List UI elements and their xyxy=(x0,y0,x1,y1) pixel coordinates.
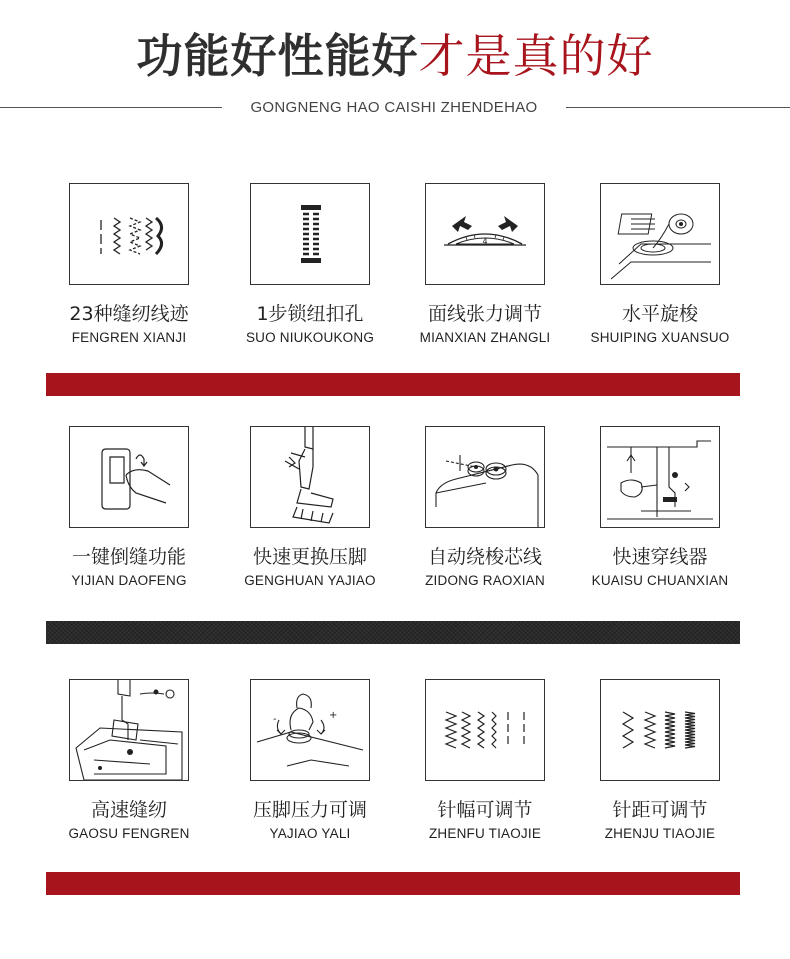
page-title xyxy=(0,24,790,88)
divider-band-2 xyxy=(46,621,740,644)
pressure-knob-icon xyxy=(250,679,370,781)
feature-card-bobbin xyxy=(585,183,735,347)
feature-title: 快速穿线器 xyxy=(612,546,708,568)
feature-subtitle: KUAISU CHUANXIAN xyxy=(591,573,729,588)
page-subtitle: GONGNENG HAO CAISHI ZHENDEHAO xyxy=(250,99,538,116)
feature-card-pressure xyxy=(235,679,385,843)
stitch-length-icon xyxy=(600,679,720,781)
presser-foot-icon xyxy=(250,426,370,528)
feature-title: 针幅可调节 xyxy=(437,799,533,821)
feature-title: 高速缝纫 xyxy=(90,799,167,821)
feature-subtitle: ZIDONG RAOXIAN xyxy=(425,573,545,588)
tension-dial-icon xyxy=(425,183,545,285)
subtitle-row xyxy=(0,96,790,120)
feature-card-stitch-width xyxy=(410,679,560,843)
feature-card-stitch-patterns xyxy=(54,183,204,347)
feature-subtitle: SUO NIUKOUKONG xyxy=(245,330,375,345)
feature-card-presser-foot xyxy=(235,426,385,590)
feature-subtitle: MIANXIAN ZHANGLI xyxy=(419,330,551,345)
bobbin-winder-icon xyxy=(425,426,545,528)
feature-subtitle: YAJIAO YALI xyxy=(269,826,351,841)
feature-title: 1步锁纽扣孔 xyxy=(256,303,364,325)
stitch-patterns-icon xyxy=(69,183,189,285)
high-speed-sewing-icon xyxy=(69,679,189,781)
feature-card-stitch-length xyxy=(585,679,735,843)
feature-title: 水平旋梭 xyxy=(621,303,698,325)
horizontal-bobbin-icon xyxy=(600,183,720,285)
feature-title: 针距可调节 xyxy=(612,799,708,821)
buttonhole-icon xyxy=(250,183,370,285)
feature-title: 自动绕梭芯线 xyxy=(427,546,542,568)
feature-card-threader xyxy=(585,426,735,590)
divider-band-1 xyxy=(46,373,740,396)
feature-title: 面线张力调节 xyxy=(427,303,542,325)
reverse-button-icon xyxy=(69,426,189,528)
title-dark-part: 功能好性能好 xyxy=(136,29,419,83)
subtitle-divider-right xyxy=(566,107,790,108)
feature-title: 23种缝纫线迹 xyxy=(69,303,189,325)
feature-subtitle: GAOSU FENGREN xyxy=(68,826,190,841)
feature-card-tension xyxy=(410,183,560,347)
svg-text:-: - xyxy=(273,714,277,725)
svg-text:+: + xyxy=(329,710,338,721)
feature-subtitle: YIJIAN DAOFENG xyxy=(71,573,187,588)
feature-subtitle: SHUIPING XUANSUO xyxy=(590,330,730,345)
feature-subtitle: ZHENJU TIAOJIE xyxy=(604,826,716,841)
feature-title: 快速更换压脚 xyxy=(252,546,367,568)
feature-subtitle: ZHENFU TIAOJIE xyxy=(428,826,542,841)
feature-card-reverse xyxy=(54,426,204,590)
feature-card-bobbin-winder xyxy=(410,426,560,590)
subtitle-divider-left xyxy=(0,107,222,108)
svg-text:4: 4 xyxy=(482,237,488,246)
divider-band-3 xyxy=(46,872,740,895)
feature-subtitle: FENGREN XIANJI xyxy=(71,330,187,345)
stitch-width-icon xyxy=(425,679,545,781)
feature-title: 压脚压力可调 xyxy=(252,799,367,821)
feature-card-high-speed xyxy=(54,679,204,843)
needle-threader-icon xyxy=(600,426,720,528)
feature-subtitle: GENGHUAN YAJIAO xyxy=(244,573,376,588)
feature-card-buttonhole xyxy=(235,183,385,347)
title-red-part: 才是真的好 xyxy=(418,29,654,83)
feature-title: 一键倒缝功能 xyxy=(71,546,186,568)
